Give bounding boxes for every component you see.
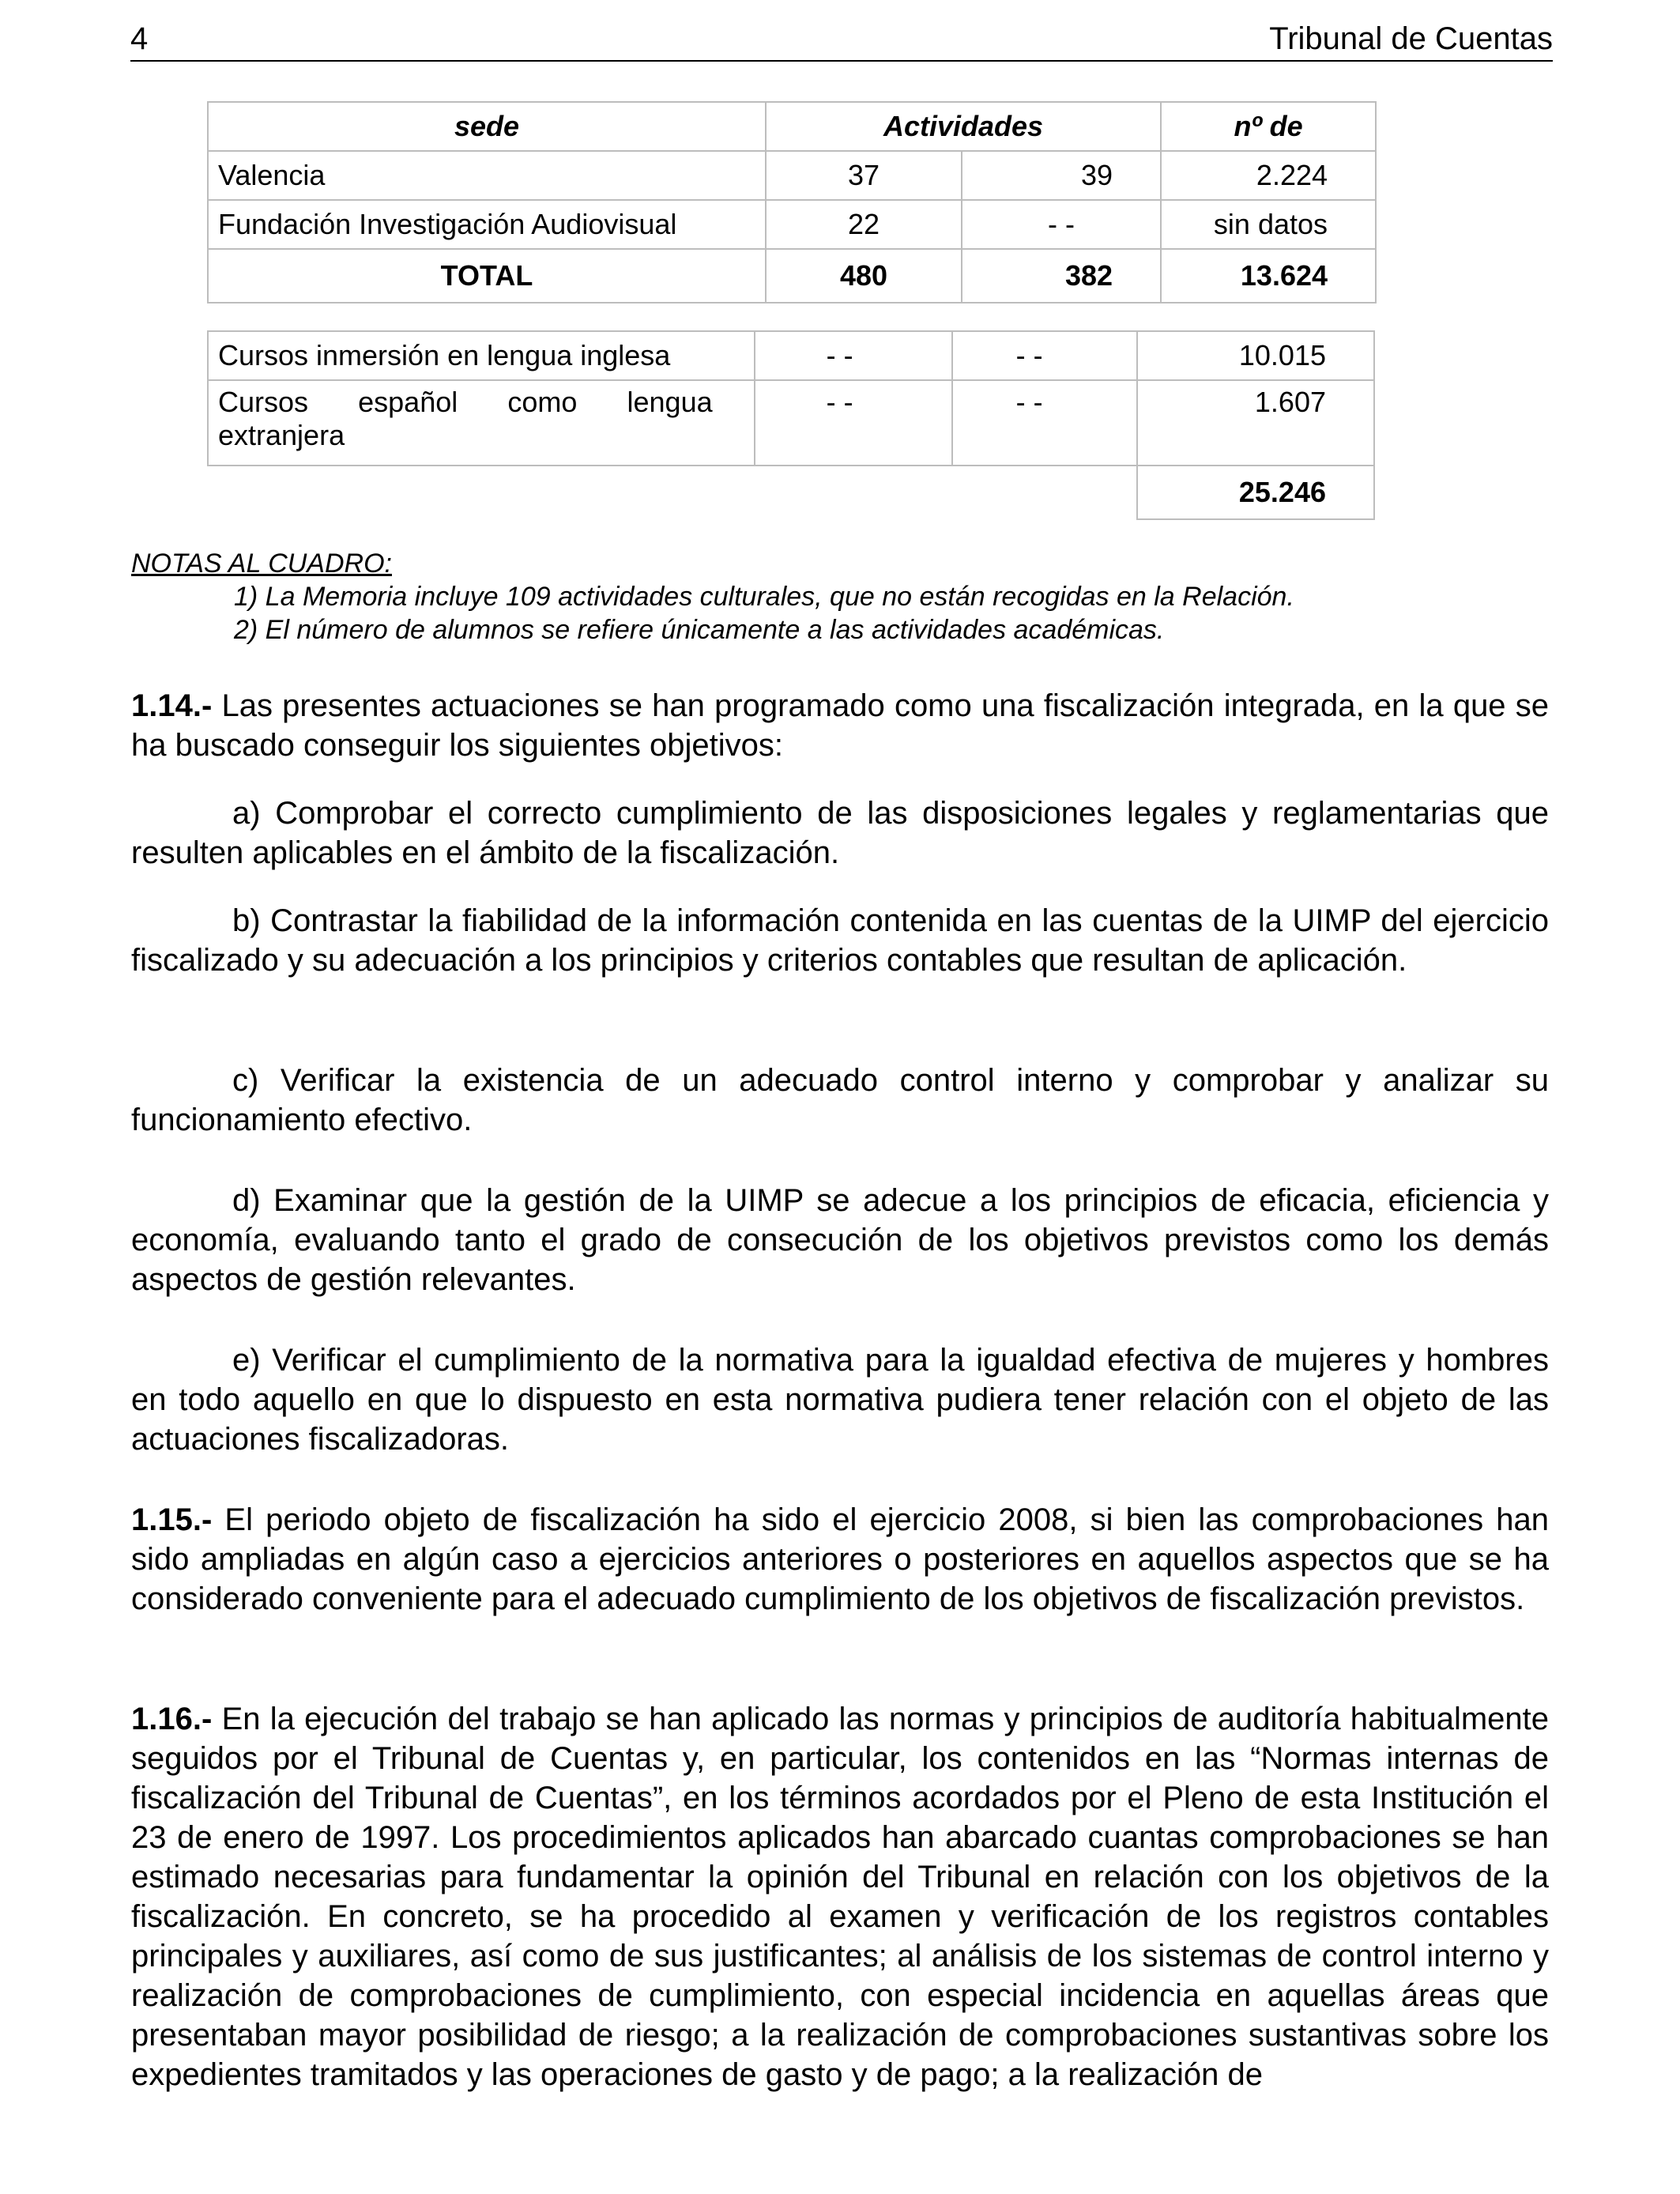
table-cell: 37 (766, 151, 962, 200)
total-cell: 13.624 (1161, 249, 1376, 303)
table-cell: Fundación Investigación Audiovisual (208, 200, 766, 249)
table-cell: - - (755, 380, 952, 466)
total-cell: 480 (766, 249, 962, 303)
header-sede: sede (208, 102, 766, 151)
note-item: 1) La Memoria incluye 109 actividades culturales, que no están recogidas en la Relación. (234, 582, 1294, 612)
table-cell: Cursos inmersión en lengua inglesa (208, 331, 755, 380)
table-cell: 10.015 (1137, 331, 1374, 380)
paragraph-text: e) Verificar el cumplimiento de la normativa para la igualdad efectiva de mujeres y hombres en todo aquello en que lo dispuesto en esta normativa pudiera tener relación con el objeto de las actuaciones fiscalizadoras. (131, 1343, 1549, 1457)
running-title: Tribunal de Cuentas (1269, 21, 1553, 56)
empty-cell (755, 466, 952, 519)
table-row (208, 151, 1376, 200)
total-label: TOTAL (208, 249, 766, 303)
table-cell: 2.224 (1161, 151, 1376, 200)
paragraph-text: a) Comprobar el correcto cumplimiento de las disposiciones legales y reglamentarias que resulten aplicables en el ámbito de la fiscalización. (131, 796, 1549, 870)
table-row (208, 331, 1374, 380)
table-cell: 39 (962, 151, 1161, 200)
table-cell: 22 (766, 200, 962, 249)
table-row (208, 380, 1374, 466)
objective-a (131, 794, 1549, 873)
activities-table (207, 101, 1377, 303)
table-cell: - - (952, 331, 1137, 380)
courses-table (207, 330, 1375, 520)
header-actividades: Actividades (766, 102, 1161, 151)
notes-title: NOTAS AL CUADRO: (131, 548, 392, 579)
paragraph-1-16 (131, 1699, 1549, 2094)
header-n-de: nº de (1161, 102, 1376, 151)
paragraph-text: En la ejecución del trabajo se han aplicado las normas y principios de auditoría habitualmente seguidos por el Tribunal de Cuentas y, en particular, los contenidos en las “Normas internas de fiscalización del Tribunal de Cuentas”, en los términos acordados por el Pleno de esta Institución el 23 de enero de 1997. Los procedimientos aplicados han abarcado cuantas comprobaciones se han estimado necesarias para fundamentar la opinión del Tribunal en relación con los objetivos de la fiscalización. En concreto, se ha procedido al examen y verificación de los registros contables principales y auxiliares, así como de sus justificantes; al análisis de los sistemas de control interno y realización de comprobaciones de cumplimiento, con especial incidencia en aquellas áreas que presentaban mayor posibilidad de riesgo; a la realización de comprobaciones sustantivas sobre los expedientes tramitados y las operaciones de gasto y de pago; a la realización de (131, 1702, 1549, 2092)
section-number: 1.14.- (131, 688, 213, 723)
note-item: 2) El número de alumnos se refiere únicamente a las actividades académicas. (234, 615, 1165, 645)
grand-total: 25.246 (1137, 466, 1374, 519)
table-cell: 1.607 (1137, 380, 1374, 466)
page-header (130, 17, 1553, 62)
paragraph-1-15 (131, 1500, 1549, 1619)
section-number: 1.16.- (131, 1702, 213, 1736)
objective-b (131, 901, 1549, 980)
table-row (208, 200, 1376, 249)
empty-cell (208, 466, 755, 519)
table-header-row (208, 102, 1376, 151)
paragraph-text: c) Verificar la existencia de un adecuado control interno y comprobar y analizar su funcionamiento efectivo. (131, 1063, 1549, 1137)
paragraph-1-14 (131, 686, 1549, 765)
paragraph-text: El periodo objeto de fiscalización ha sido el ejercicio 2008, si bien las comprobaciones han sido ampliadas en algún caso a ejercicios anteriores o posteriores en aquellos aspectos que se ha considerado conveniente para el adecuado cumplimiento de los objetivos de fiscalización previstos. (131, 1502, 1549, 1616)
paragraph-text: d) Examinar que la gestión de la UIMP se adecue a los principios de eficacia, eficiencia y economía, evaluando tanto el grado de consecución de los objetivos previstos como los demás aspectos de gestión relevantes. (131, 1183, 1549, 1297)
section-number: 1.15.- (131, 1502, 213, 1537)
table-total-row (208, 249, 1376, 303)
table-cell: Cursos español como lengua extranjera (208, 380, 755, 466)
paragraph-text: b) Contrastar la fiabilidad de la información contenida en las cuentas de la UIMP del ejercicio fiscalizado y su adecuación a los principios y criterios contables que resultan de aplicación. (131, 903, 1549, 978)
table-cell: - - (962, 200, 1161, 249)
table-grand-total-row (208, 466, 1374, 519)
page-number: 4 (130, 21, 149, 56)
table-cell: - - (755, 331, 952, 380)
table-cell: sin datos (1161, 200, 1376, 249)
empty-cell (952, 466, 1137, 519)
objective-c (131, 1061, 1549, 1140)
total-cell: 382 (962, 249, 1161, 303)
table-cell: Valencia (208, 151, 766, 200)
paragraph-text: Las presentes actuaciones se han programado como una fiscalización integrada, en la que se ha buscado conseguir los siguientes objetivos: (131, 688, 1549, 763)
table-cell: - - (952, 380, 1137, 466)
objective-e (131, 1340, 1549, 1459)
objective-d (131, 1181, 1549, 1299)
